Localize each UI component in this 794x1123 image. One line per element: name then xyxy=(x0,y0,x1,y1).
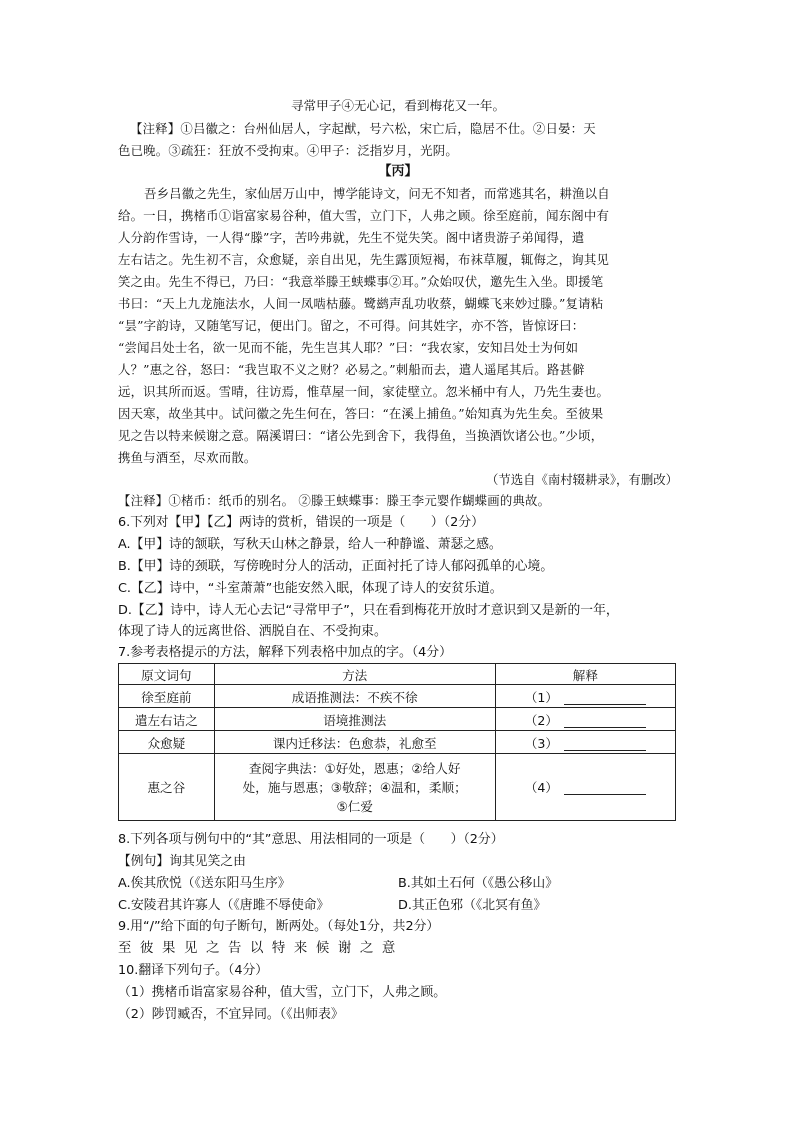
answer-blank[interactable] xyxy=(564,715,646,728)
question-10: 10.翻译下列句子。（4分） xyxy=(118,963,269,978)
table-cell-phrase: 徐至庭前 xyxy=(119,685,215,708)
table-cell-answer[interactable] xyxy=(495,754,675,821)
prose-line-4: 左右诘之。先生初不言，众愈疑，亲自出见，先生露顶短褐，布袜草履，辄侮之，询其见 xyxy=(118,252,610,267)
table-cell-phrase: 惠之谷 xyxy=(119,754,215,821)
note-top-line-1: 【注释】①吕徽之：台州仙居人，字起猷，号六松，宋亡后，隐居不仕。②日晏：天 xyxy=(130,121,596,136)
prose-line-10: 远，识其所而返。雪晴，往访焉，惟草屋一间，家徒壁立。忽米桶中有人，乃先生妻也。 xyxy=(118,384,610,399)
source-citation: （节选自《南村辍耕录》，有删改） xyxy=(485,472,678,487)
prose-line-2: 给。一日，携楮币①诣富家易谷种，值大雪，立门下，人弗之顾。徐至庭前，闻东阁中有 xyxy=(118,208,610,223)
q8-option-a: A.俟其欣悦（《送东阳马生序》 xyxy=(118,876,291,891)
q8-option-c: C.安陵君其许寡人（《唐雎不辱使命》 xyxy=(118,898,330,913)
table-row xyxy=(119,731,676,754)
table-header-row xyxy=(119,664,676,685)
table-row xyxy=(119,708,676,731)
q9-sentence[interactable]: 至彼果见之告以特来候谢之意 xyxy=(118,941,404,956)
q6-option-d-line-1: D.【乙】诗中，诗人无心去记“寻常甲子”，只在看到梅花开放时才意识到又是新的一年， xyxy=(118,603,619,618)
method-line: 查阅字典法：①好处，恩惠；②给人好 xyxy=(248,760,461,776)
prose-line-6: 书曰：“天上九龙施法水，人间一凤啮枯藤。鹭鹚声乱功收蔡，蝴蝶飞来妙过滕。”复请粘 xyxy=(118,296,604,311)
prose-line-12: 见之告以特来候谢之意。隔溪谓曰：“诸公先到舍下，我得鱼，当换酒饮诸公也。”少顷， xyxy=(118,428,604,443)
q8-example: 【例句】询其见笑之由 xyxy=(118,854,246,869)
table-header: 解释 xyxy=(495,664,675,685)
prose-line-11: 因天寒，故坐其中。试问徽之先生何在，答曰：“在溪上捕鱼。”始知真为先生矣。至彼果 xyxy=(118,406,604,421)
q8-option-b: B.其如土石何（《愚公移山》 xyxy=(398,876,559,891)
answer-label: （3） xyxy=(524,735,558,751)
table-cell-answer[interactable] xyxy=(495,731,675,754)
question-8: 8.下列各项与例句中的“其”意思、用法相同的一项是（ ）（2分） xyxy=(118,832,504,847)
q10-sentence-2: （2）陟罚臧否，不宜异同。（《出师表》 xyxy=(118,1007,344,1022)
table-header: 方法 xyxy=(214,664,495,685)
table-row xyxy=(119,754,676,821)
prose-line-13: 携鱼与酒至，尽欢而散。 xyxy=(118,450,257,465)
answer-label: （1） xyxy=(524,689,558,705)
table-cell-phrase: 遣左右诘之 xyxy=(119,708,215,731)
q6-option-c: C.【乙】诗中，“斗室萧萧”也能安然入眠，体现了诗人的安贫乐道。 xyxy=(118,581,503,596)
method-line: ⑤仁爱 xyxy=(336,798,373,814)
q6-option-b: B.【甲】诗的颈联，写傍晚时分人的活动，正面衬托了诗人郁闷孤单的心境。 xyxy=(118,559,554,574)
table-header: 原文词句 xyxy=(119,664,215,685)
prose-line-5: 笑之由。先生不得已，乃曰：“我意举滕王蛱蝶事②耳。”众始叹伏，邀先生入坐。即援笔 xyxy=(118,274,604,289)
answer-blank[interactable] xyxy=(564,738,646,751)
answer-label: （2） xyxy=(524,712,558,728)
answer-label: （4） xyxy=(524,779,558,795)
prose-line-1: 吾乡吕徽之先生，家仙居万山中，博学能诗文，问无不知者，而常逃其名，耕渔以自 xyxy=(144,186,610,201)
poem-last-line: 寻常甲子④无心记，看到梅花又一年。 xyxy=(290,98,506,113)
question-6: 6.下列对【甲】【乙】两诗的赏析，错误的一项是（ ）（2分） xyxy=(118,515,484,530)
table-cell-answer[interactable] xyxy=(495,708,675,731)
method-line: 处，施与恩惠；③敬辞；④温和，柔顺； xyxy=(242,779,467,795)
note-top-line-2: 色已晚。③疏狂：狂放不受拘束。④甲子：泛指岁月，光阴。 xyxy=(118,143,458,158)
table-cell-answer[interactable] xyxy=(495,685,675,708)
q8-option-d: D.其正色邪（《北冥有鱼》 xyxy=(398,898,547,913)
answer-blank[interactable] xyxy=(564,782,646,795)
note-bing: 【注释】①楮币：纸币的别名。 ②滕王蛱蝶事：滕王李元婴作蝴蝶画的典故。 xyxy=(118,493,551,508)
table-cell-method xyxy=(214,754,495,821)
table-cell-method: 语境推测法 xyxy=(214,708,495,731)
table-cell-phrase: 众愈疑 xyxy=(119,731,215,754)
q6-option-d-line-2: 体现了诗人的远离世俗、洒脱自在、不受拘束。 xyxy=(118,624,387,639)
q10-sentence-1: （1）携楮币诣富家易谷种，值大雪，立门下，人弗之顾。 xyxy=(118,985,447,1000)
section-bing-heading: 【丙】 xyxy=(378,164,418,179)
question-9: 9.用“/”给下面的句子断句，断两处。（每处1分，共2分） xyxy=(118,919,440,934)
question-7: 7.参考表格提示的方法，解释下列表格中加点的字。（4分） xyxy=(118,645,452,660)
prose-line-9: 人？”惠之谷，怒曰：“我岂取不义之财？必易之。”刺船而去，遣人遥尾其后。路甚僻 xyxy=(118,362,585,377)
q6-option-a: A.【甲】诗的颔联，写秋天山林之静景，给人一种静谧、萧瑟之感。 xyxy=(118,537,502,552)
table-cell-method: 成语推测法：不疾不徐 xyxy=(214,685,495,708)
prose-line-3: 人分韵作雪诗，一人得“滕”字，苦吟弗就，先生不觉失笑。阁中诸贵游子弟闻得，遣 xyxy=(118,230,585,245)
table-cell-method: 课内迁移法：色愈恭，礼愈至 xyxy=(214,731,495,754)
prose-line-7: “昙”字韵诗，又随笔写记，便出门。留之，不可得。问其姓字，亦不答，皆惊讶曰： xyxy=(118,318,585,333)
q7-table xyxy=(118,663,676,821)
table-row xyxy=(119,685,676,708)
answer-blank[interactable] xyxy=(564,692,646,705)
prose-line-8: “尝闻吕处士名，欲一见而不能，先生岂其人耶？”曰：“我农家，安知吕处士为何如 xyxy=(118,340,579,355)
